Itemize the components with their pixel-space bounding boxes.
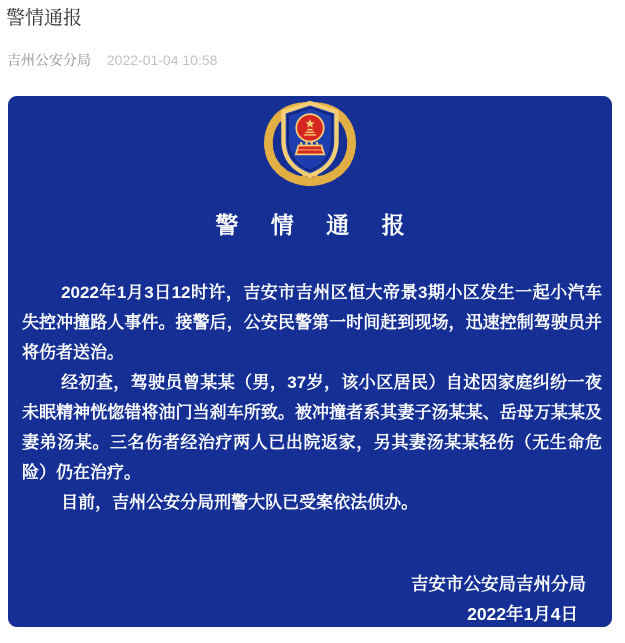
police-notice-card bbox=[8, 96, 612, 627]
notice-paragraph-2: 经初查，驾驶员曾某某（男，37岁，该小区居民）自述因家庭纠纷一夜未眠精神恍惚错将油门当刹车所致。被冲撞者系其妻子汤某某、岳母万某某及妻弟汤某。三名伤者经治疗两人已出院返家，另其妻汤某某轻伤（无生命危险）仍在治疗。 bbox=[22, 373, 602, 482]
page-title: 警情通报 bbox=[6, 8, 83, 29]
notice-signature: 吉安市公安局吉州分局 bbox=[411, 574, 586, 594]
notice-paragraph-3: 目前，吉州公安分局刑警大队已受案依法侦办。 bbox=[61, 493, 419, 512]
notice-date: 2022年1月4日 bbox=[467, 604, 578, 624]
police-badge-icon bbox=[257, 96, 363, 188]
byline-source: 吉州公安分局 bbox=[7, 52, 91, 68]
byline-timestamp: 2022-01-04 10:58 bbox=[106, 52, 218, 68]
notice-heading: 警 情 通 报 bbox=[215, 212, 418, 238]
notice-paragraph-1: 2022年1月3日12时许，吉安市吉州区恒大帝景3期小区发生一起小汽车失控冲撞路人事件。接警后，公安民警第一时间赶到现场，迅速控制驾驶员并将伤者送治。 bbox=[22, 283, 602, 362]
notice-footer bbox=[8, 569, 612, 629]
byline bbox=[0, 32, 625, 69]
notice-body bbox=[8, 278, 612, 518]
